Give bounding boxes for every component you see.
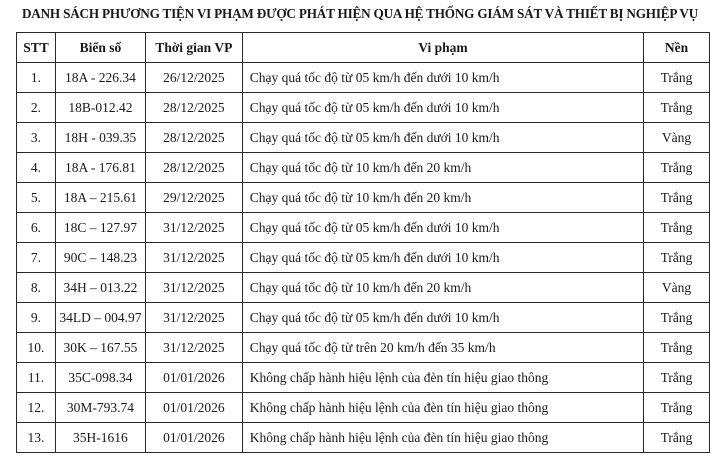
row-stt: 5. <box>17 183 56 213</box>
violations-table <box>16 32 710 453</box>
row-time: 28/12/2025 <box>145 153 242 183</box>
row-time: 31/12/2025 <box>145 273 242 303</box>
header-plate: Biển số <box>55 33 145 63</box>
row-stt: 6. <box>17 213 56 243</box>
row-time: 31/12/2025 <box>145 213 242 243</box>
header-violation: Vi phạm <box>242 33 643 63</box>
row-background: Trắng <box>644 423 710 453</box>
row-violation: Chạy quá tốc độ từ 10 km/h đến 20 km/h <box>242 153 643 183</box>
row-stt: 10. <box>17 333 56 363</box>
header-stt: STT <box>17 33 56 63</box>
row-violation: Chạy quá tốc độ từ 05 km/h đến dưới 10 km/h <box>242 123 643 153</box>
row-violation: Chạy quá tốc độ từ 10 km/h đến 20 km/h <box>242 183 643 213</box>
table-row <box>17 93 710 123</box>
row-plate: 34H – 013.22 <box>55 273 145 303</box>
row-background: Trắng <box>644 153 710 183</box>
row-violation: Không chấp hành hiệu lệnh của đèn tín hiệu giao thông <box>242 423 643 453</box>
row-background: Trắng <box>644 303 710 333</box>
row-stt: 12. <box>17 393 56 423</box>
row-plate: 18A – 215.61 <box>55 183 145 213</box>
row-time: 28/12/2025 <box>145 93 242 123</box>
row-plate: 34LD – 004.97 <box>55 303 145 333</box>
row-plate: 18C – 127.97 <box>55 213 145 243</box>
row-violation: Không chấp hành hiệu lệnh của đèn tín hiệu giao thông <box>242 363 643 393</box>
row-plate: 18H - 039.35 <box>55 123 145 153</box>
row-plate: 30K – 167.55 <box>55 333 145 363</box>
row-time: 01/01/2026 <box>145 363 242 393</box>
table-row <box>17 213 710 243</box>
row-time: 31/12/2025 <box>145 243 242 273</box>
row-background: Trắng <box>644 333 710 363</box>
row-stt: 2. <box>17 93 56 123</box>
row-time: 01/01/2026 <box>145 423 242 453</box>
table-row <box>17 243 710 273</box>
row-background: Trắng <box>644 243 710 273</box>
row-background: Trắng <box>644 93 710 123</box>
table-row <box>17 393 710 423</box>
row-background: Trắng <box>644 393 710 423</box>
row-plate: 18A - 226.34 <box>55 63 145 93</box>
row-violation: Chạy quá tốc độ từ trên 20 km/h đến 35 km/h <box>242 333 643 363</box>
row-violation: Chạy quá tốc độ từ 05 km/h đến dưới 10 km/h <box>242 303 643 333</box>
row-time: 29/12/2025 <box>145 183 242 213</box>
row-violation: Chạy quá tốc độ từ 05 km/h đến dưới 10 km/h <box>242 93 643 123</box>
row-violation: Chạy quá tốc độ từ 10 km/h đến 20 km/h <box>242 273 643 303</box>
page-title: DANH SÁCH PHƯƠNG TIỆN VI PHẠM ĐƯỢC PHÁT HIỆN QUA HỆ THỐNG GIÁM SÁT VÀ THIẾT BỊ NGHIỆP VỤ <box>21 6 699 21</box>
table-row <box>17 273 710 303</box>
row-stt: 7. <box>17 243 56 273</box>
row-time: 28/12/2025 <box>145 123 242 153</box>
row-background: Trắng <box>644 363 710 393</box>
table-row <box>17 183 710 213</box>
table-row <box>17 153 710 183</box>
table-row <box>17 303 710 333</box>
row-background: Trắng <box>644 183 710 213</box>
row-plate: 35H-1616 <box>55 423 145 453</box>
row-stt: 3. <box>17 123 56 153</box>
row-plate: 90C – 148.23 <box>55 243 145 273</box>
row-background: Trắng <box>644 213 710 243</box>
row-stt: 9. <box>17 303 56 333</box>
row-stt: 11. <box>17 363 56 393</box>
row-stt: 8. <box>17 273 56 303</box>
row-background: Trắng <box>644 63 710 93</box>
row-time: 31/12/2025 <box>145 333 242 363</box>
row-plate: 35C-098.34 <box>55 363 145 393</box>
row-time: 31/12/2025 <box>145 303 242 333</box>
row-stt: 1. <box>17 63 56 93</box>
row-violation: Không chấp hành hiệu lệnh của đèn tín hiệu giao thông <box>242 393 643 423</box>
header-background: Nền <box>644 33 710 63</box>
row-plate: 18B-012.42 <box>55 93 145 123</box>
row-violation: Chạy quá tốc độ từ 05 km/h đến dưới 10 km/h <box>242 243 643 273</box>
row-background: Vàng <box>644 273 710 303</box>
table-row <box>17 63 710 93</box>
table-header-row <box>17 33 710 63</box>
row-time: 01/01/2026 <box>145 393 242 423</box>
row-plate: 18A - 176.81 <box>55 153 145 183</box>
header-time: Thời gian VP <box>145 33 242 63</box>
table-row <box>17 333 710 363</box>
row-violation: Chạy quá tốc độ từ 05 km/h đến dưới 10 km/h <box>242 213 643 243</box>
row-stt: 4. <box>17 153 56 183</box>
row-plate: 30M-793.74 <box>55 393 145 423</box>
row-time: 26/12/2025 <box>145 63 242 93</box>
row-stt: 13. <box>17 423 56 453</box>
table-row <box>17 423 710 453</box>
table-row <box>17 123 710 153</box>
row-violation: Chạy quá tốc độ từ 05 km/h đến dưới 10 km/h <box>242 63 643 93</box>
table-row <box>17 363 710 393</box>
row-background: Vàng <box>644 123 710 153</box>
